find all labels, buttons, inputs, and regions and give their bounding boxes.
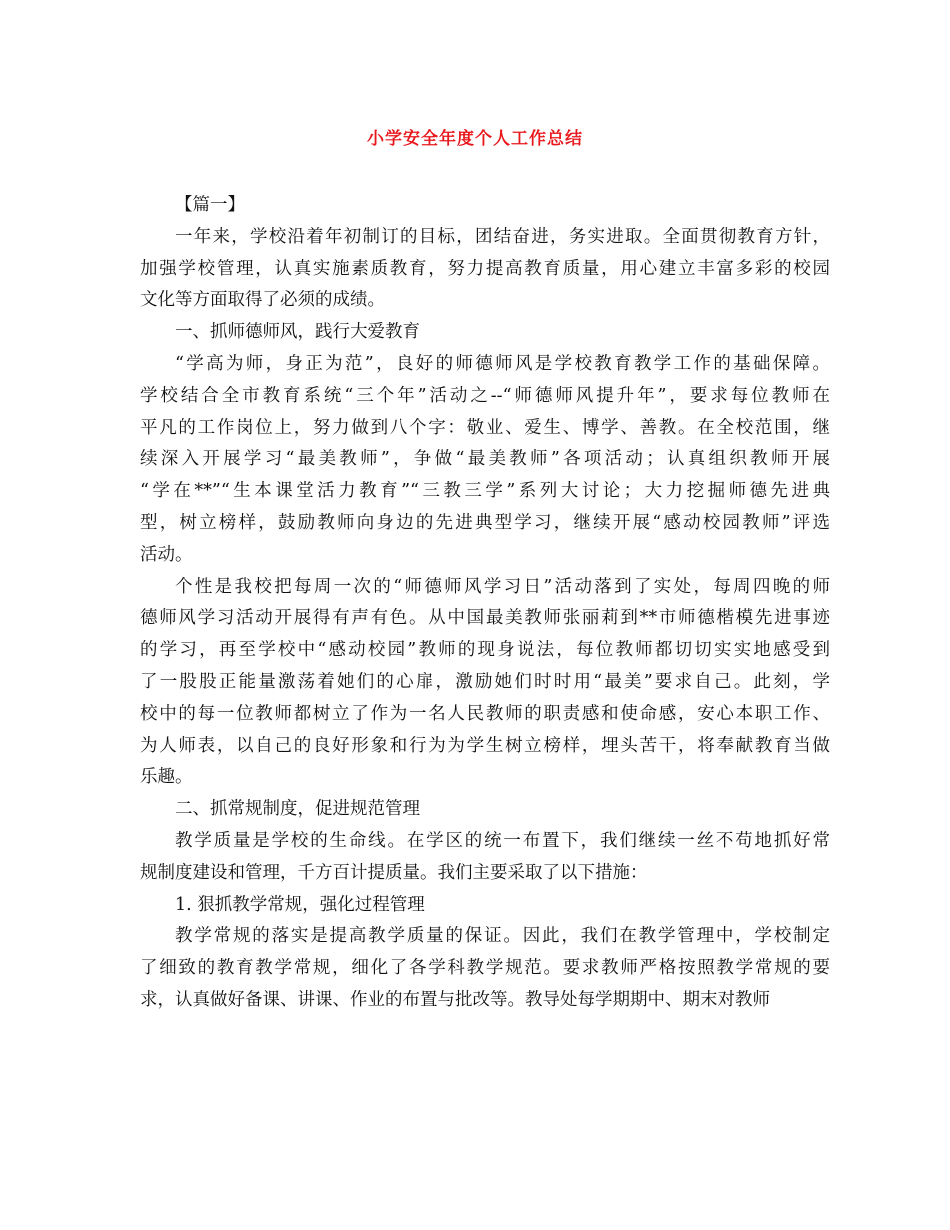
paragraph: [140, 921, 830, 1016]
paragraph-line: 型，树立榜样，鼓励教师向身边的先进典型学习，继续开展“感动校园教师”评选: [140, 512, 830, 533]
paragraph-line: 一、抓师德师风，践行大爱教育: [175, 322, 420, 343]
paragraph-line: 的学习，再至学校中“感动校园”教师的现身说法，每位教师都切切实实地感受到: [140, 640, 830, 661]
paragraph-line: “学在**”“生本课堂活力教育”“三教三学”系列大讨论；大力挖掘师德先进典: [140, 481, 830, 502]
paragraph: [140, 826, 830, 890]
paragraph-line: 二、抓常规制度，促进规范管理: [175, 799, 420, 820]
paragraph-line: “学高为师，身正为范”，良好的师德师风是学校教育教学工作的基础保障。: [175, 353, 830, 374]
paragraph-line: 乐趣。: [140, 767, 193, 788]
paragraph-line: 文化等方面取得了必须的成绩。: [140, 290, 385, 311]
paragraph-line: 校中的每一位教师都树立了作为一名人民教师的职责感和使命感，安心本职工作、: [140, 703, 830, 724]
paragraph: [140, 190, 830, 222]
document-title: 小学安全年度个人工作总结: [367, 129, 583, 149]
paragraph-line: 学校结合全市教育系统“三个年”活动之--“师德师风提升年”，要求每位教师在: [140, 385, 830, 406]
paragraph-line: 规制度建设和管理，千方百计提质量。我们主要采取了以下措施：: [140, 862, 648, 883]
paragraph: [140, 222, 830, 317]
paragraph-line: 加强学校管理，认真实施素质教育，努力提高教育质量，用心建立丰富多彩的校园: [140, 258, 830, 279]
paragraph-line: 平凡的工作岗位上，努力做到八个字：敬业、爱生、博学、善教。在全校范围，继: [140, 417, 830, 438]
paragraph: [140, 794, 830, 826]
paragraph-line: 1. 狠抓教学常规，强化过程管理: [175, 894, 425, 915]
paragraph-line: 为人师表，以自己的良好形象和行为为学生树立榜样，埋头苦干，将奉献教育当做: [140, 735, 830, 756]
paragraph-line: 个性是我校把每周一次的“师德师风学习日”活动落到了实处，每周四晚的师: [175, 576, 830, 597]
paragraph-line: 一年来，学校沿着年初制订的目标，团结奋进，务实进取。全面贯彻教育方针，: [175, 226, 830, 247]
paragraph-line: 德师风学习活动开展得有声有色。从中国最美教师张丽莉到**市师德楷模先进事迹: [140, 608, 830, 629]
paragraph: [140, 890, 830, 922]
paragraph: [140, 317, 830, 349]
paragraph-line: 续深入开展学习“最美教师”，争做“最美教师”各项活动；认真组织教师开展: [140, 449, 830, 470]
paragraph-line: 了一股股正能量激荡着她们的心扉，激励她们时时用“最美”要求自己。此刻，学: [140, 671, 830, 692]
paragraph-line: 活动。: [140, 544, 193, 565]
paragraph-line: 教学质量是学校的生命线。在学区的统一布置下，我们继续一丝不苟地抓好常: [175, 830, 830, 851]
document-body: [140, 190, 830, 1017]
paragraph-line: 【篇一】: [175, 195, 245, 215]
paragraph-line: 教学常规的落实是提高教学质量的保证。因此，我们在教学管理中，学校制定: [175, 926, 830, 947]
paragraph-line: 求，认真做好备课、讲课、作业的布置与批改等。教导处每学期期中、期末对教师: [140, 989, 770, 1010]
paragraph: [140, 349, 830, 572]
paragraph: [140, 572, 830, 795]
paragraph-line: 了细致的教育教学常规，细化了各学科教学规范。要求教师严格按照教学常规的要: [140, 958, 830, 979]
